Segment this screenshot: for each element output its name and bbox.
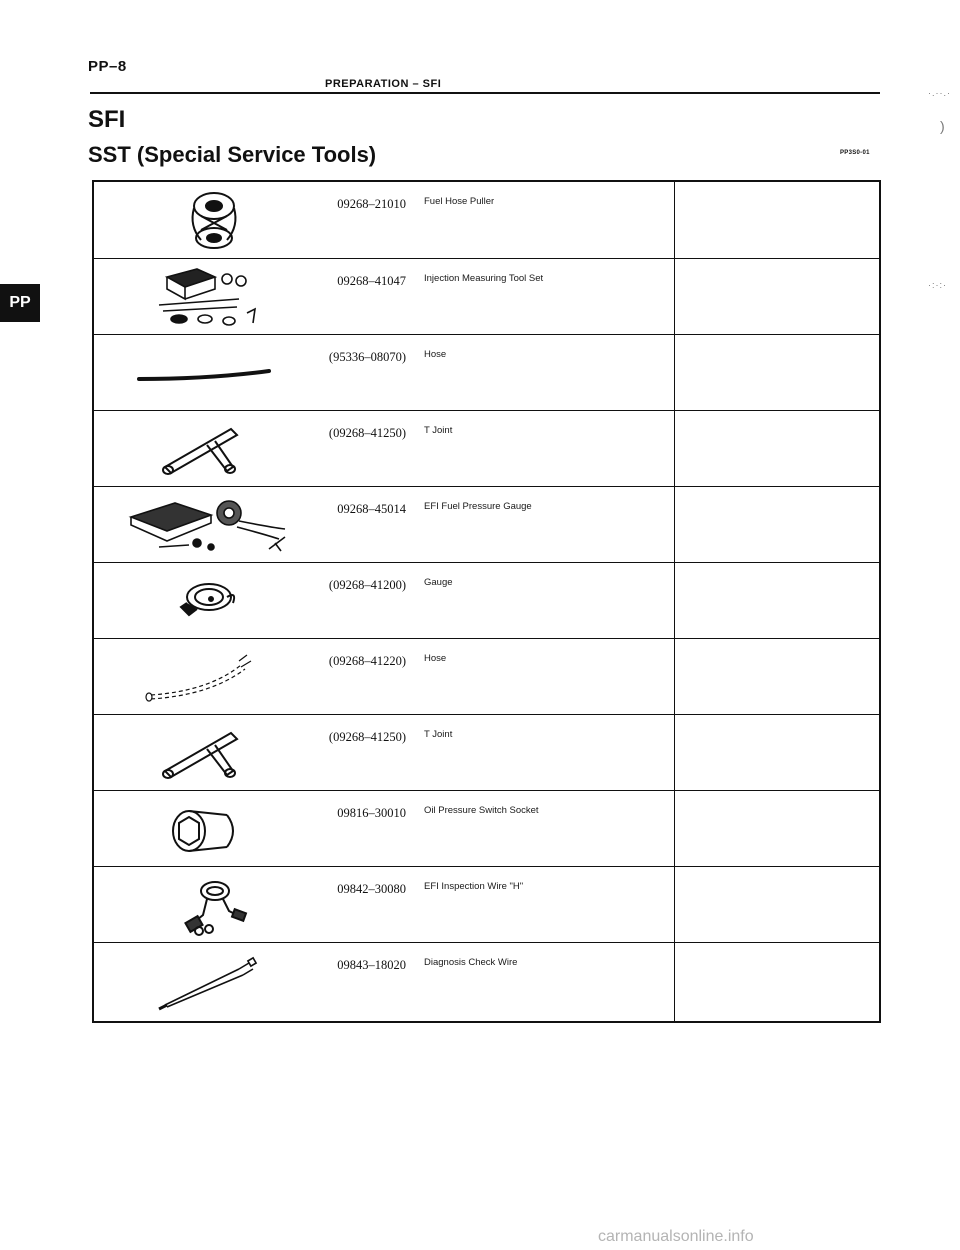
inspection-wire-icon xyxy=(119,871,309,939)
tool-row xyxy=(94,866,879,942)
fuel-pressure-gauge-kit-icon xyxy=(119,491,309,559)
tool-name: Injection Measuring Tool Set xyxy=(424,273,544,284)
tool-name: Gauge xyxy=(424,577,453,588)
scan-speck: ) xyxy=(940,118,946,134)
part-number: 09268–45014 xyxy=(337,502,406,516)
check-wire-icon xyxy=(119,947,309,1015)
part-number: (09268–41200) xyxy=(328,578,406,592)
tool-row xyxy=(94,562,879,638)
part-number: (09268–41220) xyxy=(328,654,406,668)
gauge-icon xyxy=(119,567,309,635)
page-number: PP–8 xyxy=(88,58,127,75)
tool-name: Hose xyxy=(424,653,447,664)
tool-name: Diagnosis Check Wire xyxy=(424,957,518,968)
tool-row xyxy=(94,942,879,1018)
tool-row xyxy=(94,714,879,790)
section-title: SFI xyxy=(88,106,126,133)
scan-speck: ·:·:· xyxy=(928,280,947,290)
header-rule xyxy=(90,92,880,94)
part-number: (95336–08070) xyxy=(328,350,406,364)
watermark: carmanualsonline.info xyxy=(598,1228,754,1245)
tool-row xyxy=(94,334,879,410)
t-joint-icon xyxy=(119,415,309,483)
tool-name: T Joint xyxy=(424,729,453,740)
fuel-hose-puller-icon xyxy=(119,186,309,254)
tool-row xyxy=(94,486,879,562)
side-tab: PP xyxy=(0,284,40,322)
injection-measuring-tool-set-icon xyxy=(119,263,309,331)
hose-icon xyxy=(119,339,309,407)
tool-row xyxy=(94,182,879,258)
tool-row xyxy=(94,790,879,866)
part-number: (09268–41250) xyxy=(328,426,406,440)
socket-icon xyxy=(119,795,309,863)
page-subtitle: SST (Special Service Tools) xyxy=(88,142,377,167)
part-number: (09268–41250) xyxy=(328,730,406,744)
part-number: 09268–41047 xyxy=(337,274,406,288)
tool-table xyxy=(92,180,881,1023)
tool-row xyxy=(94,410,879,486)
t-joint-icon xyxy=(119,719,309,787)
tool-name: EFI Fuel Pressure Gauge xyxy=(424,501,532,512)
doc-code: PP3S0-01 xyxy=(840,150,870,156)
tool-name: T Joint xyxy=(424,425,453,436)
scan-speck: ·.··.· xyxy=(928,88,951,98)
part-number: 09842–30080 xyxy=(337,882,406,896)
part-number: 09268–21010 xyxy=(337,197,406,211)
tool-name: EFI Inspection Wire "H" xyxy=(424,881,524,892)
hose-icon xyxy=(119,643,309,711)
part-number: 09843–18020 xyxy=(337,958,406,972)
part-number: 09816–30010 xyxy=(337,806,406,820)
tool-row xyxy=(94,258,879,334)
running-header: PREPARATION – SFI xyxy=(325,78,442,90)
tool-name: Hose xyxy=(424,349,447,360)
tool-name: Fuel Hose Puller xyxy=(424,196,495,207)
tool-name: Oil Pressure Switch Socket xyxy=(424,805,539,816)
tool-row xyxy=(94,638,879,714)
